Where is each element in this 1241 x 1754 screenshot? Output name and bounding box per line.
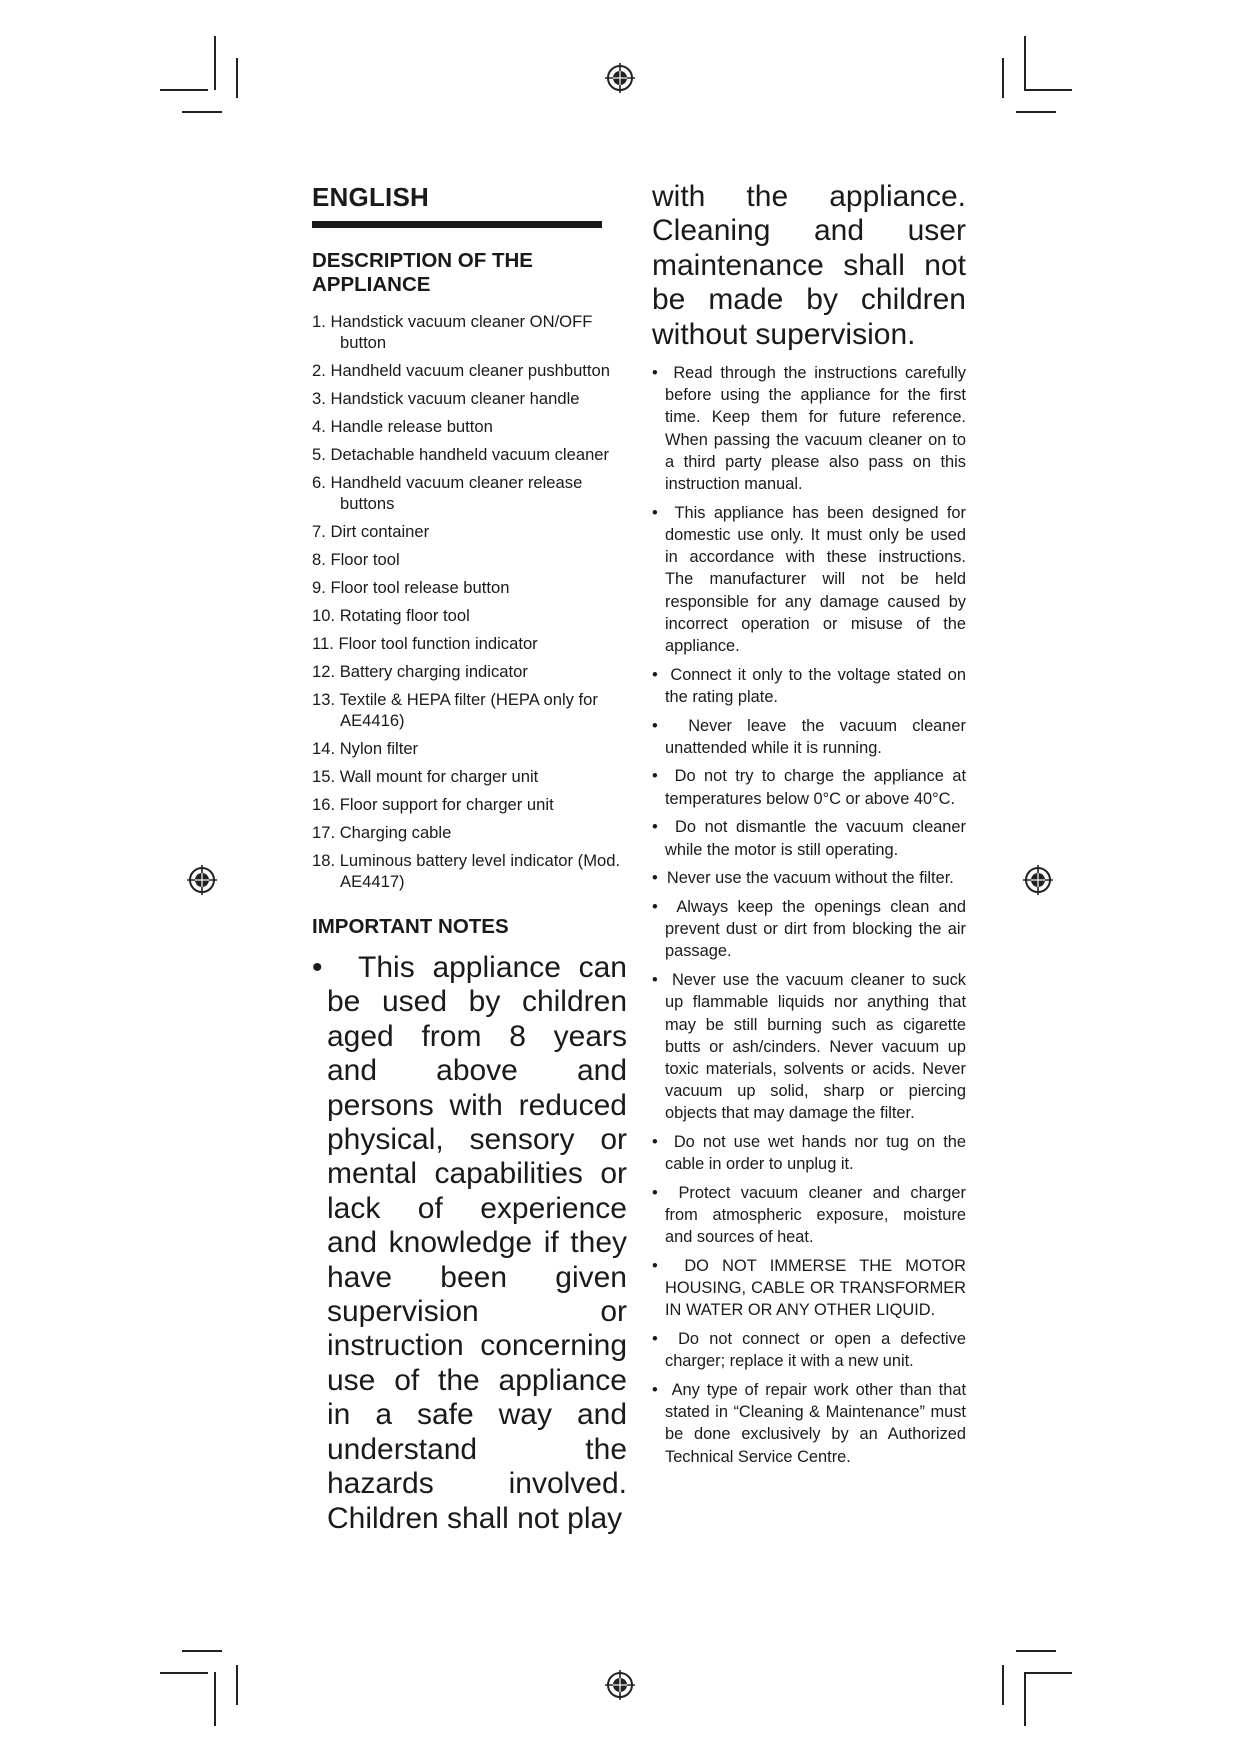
- bullet: •: [312, 951, 323, 984]
- list-item: 12. Battery charging indicator: [312, 662, 528, 681]
- registration-mark-icon: [187, 865, 217, 895]
- notes-list: [652, 362, 966, 1468]
- list-item: 17. Charging cable: [312, 823, 452, 842]
- children-warning-continued: with the appliance. Cleaning and user maintenance shall not be made by children without supervision.: [652, 180, 966, 351]
- list-item: 4. Handle release button: [312, 417, 493, 436]
- list-item: 16. Floor support for charger unit: [312, 795, 554, 814]
- registration-mark-icon: [605, 63, 635, 93]
- left-column: [312, 180, 627, 1536]
- list-item: 6. Handheld vacuum cleaner release buttons: [312, 473, 583, 513]
- list-item: • Do not dismantle the vacuum cleaner while the motor is still operating.: [652, 818, 966, 859]
- list-item: • Never use the vacuum without the filter.: [652, 869, 954, 888]
- list-item: 13. Textile & HEPA filter (HEPA only for AE4416): [312, 690, 598, 730]
- parts-list: [312, 311, 627, 892]
- heading-rule: [312, 221, 602, 228]
- list-item: 15. Wall mount for charger unit: [312, 767, 539, 786]
- list-item: • Any type of repair work other than that stated in “Cleaning & Maintenance” must be done exclusively by an Authorized Technical Service Centre.: [652, 1381, 967, 1466]
- list-item: • DO NOT IMMERSE THE MOTOR HOUSING, CABLE OR TRANSFORMER IN WATER OR ANY OTHER LIQUID.: [652, 1257, 966, 1320]
- list-item: 5. Detachable handheld vacuum cleaner: [312, 445, 610, 464]
- list-item: • Protect vacuum cleaner and charger from atmospheric exposure, moisture and sources of heat.: [652, 1183, 966, 1247]
- list-item: 18. Luminous battery level indicator (Mod. AE4417): [312, 851, 621, 891]
- list-item: 1. Handstick vacuum cleaner ON/OFF button: [312, 312, 593, 352]
- list-item: • Do not connect or open a defective charger; replace it with a new unit.: [652, 1330, 966, 1371]
- list-item: • Always keep the openings clean and prevent dust or dirt from blocking the air passage.: [652, 898, 967, 961]
- section-title: DESCRIPTION OF THE APPLIANCE: [312, 249, 533, 296]
- list-item: 11. Floor tool function indicator: [312, 634, 538, 653]
- list-item: 7. Dirt container: [312, 522, 430, 541]
- list-item: • Do not try to charge the appliance at temperatures below 0°C or above 40°C.: [652, 767, 966, 808]
- list-item: 9. Floor tool release button: [312, 578, 510, 597]
- children-warning: [312, 951, 627, 1536]
- right-column: [652, 180, 966, 1474]
- language-heading: ENGLISH: [312, 182, 429, 212]
- list-item: 3. Handstick vacuum cleaner handle: [312, 389, 580, 408]
- list-item: 14. Nylon filter: [312, 739, 419, 758]
- notes-title: IMPORTANT NOTES: [312, 915, 509, 938]
- registration-mark-icon: [605, 1670, 635, 1700]
- list-item: 8. Floor tool: [312, 550, 400, 569]
- list-item: • Read through the instructions carefully before using the appliance for the first time. Keep them for future reference. When passing the vacuum cleaner on to a third party please also pass on this instruction manual.: [652, 364, 966, 494]
- list-item: • Do not use wet hands nor tug on the cable in order to unplug it.: [652, 1133, 966, 1174]
- list-item: • Never use the vacuum cleaner to suck up flammable liquids nor anything that may be still burning such as cigarette butts or ash/cinders. Never vacuum up toxic materials, solvents or acids. Never vacuum up solid, sharp or piercing objects that may damage the filter.: [652, 971, 966, 1123]
- registration-mark-icon: [1023, 865, 1053, 895]
- list-item: • This appliance has been designed for domestic use only. It must only be used in accordance with these instructions. The manufacturer will not be held responsible for any damage caused by incorrect operation or misuse of the appliance.: [652, 503, 966, 655]
- list-item: 10. Rotating floor tool: [312, 606, 470, 625]
- list-item: • Never leave the vacuum cleaner unattended while it is running.: [652, 716, 966, 757]
- list-item: 2. Handheld vacuum cleaner pushbutton: [312, 361, 610, 380]
- list-item: • Connect it only to the voltage stated on the rating plate.: [652, 665, 966, 706]
- children-warning-text: This appliance can be used by children aged from 8 years and above and persons with reduced physical, sensory or mental capabilities or lack of experience and knowledge if they have been given supervision or instruction concerning use of the appliance in a safe way and understand the hazards involved. Children shall not play: [327, 951, 627, 1535]
